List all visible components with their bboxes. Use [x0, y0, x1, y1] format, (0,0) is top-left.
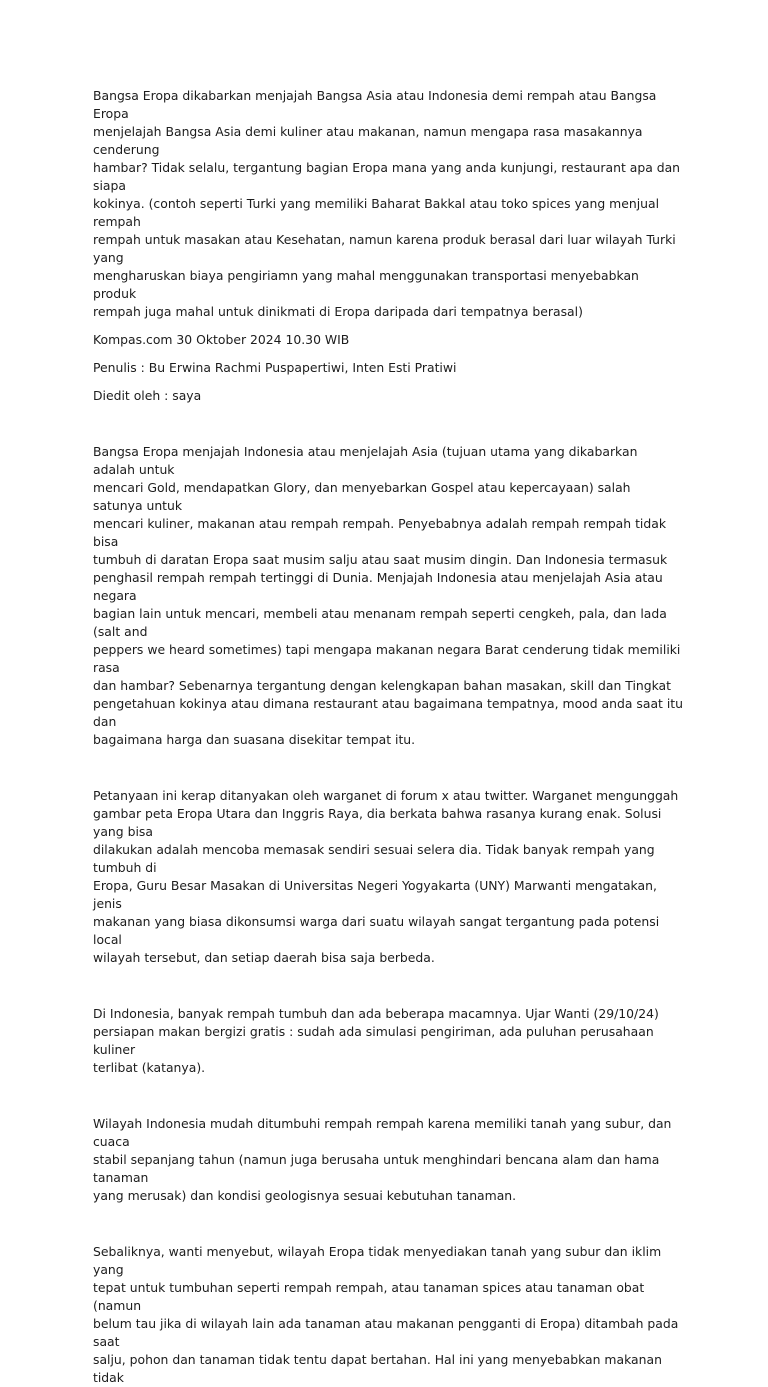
source-line: Kompas.com 30 Oktober 2024 10.30 WIB	[93, 332, 350, 347]
document-body	[93, 87, 683, 1387]
body-paragraph: Petanyaan ini kerap ditanyakan oleh warganet di forum x atau twitter. Warganet mengunggah gambar peta Eropa Utara dan Inggris Raya, dia berkata bahwa rasanya kurang enak. Solusi yang bisa dilakukan adalah mencoba memasak sendiri sesuai selera dia. Tidak banyak rempah yang tumbuh di Eropa, Guru Besar Masakan di Universitas Negeri Yogyakarta (UNY) Marwanti mengatakan, jenis makanan yang biasa dikonsumsi warga dari suatu wilayah sangat tergantung pada potensi local wilayah tersebut, dan setiap daerah bisa saja berbeda.	[93, 788, 679, 965]
body-paragraph: Di Indonesia, banyak rempah tumbuh dan ada beberapa macamnya. Ujar Wanti (29/10/24) persiapan makan bergizi gratis : sudah ada simulasi pengiriman, ada puluhan perusahaan kuliner terlibat (katanya).	[93, 1006, 659, 1075]
editor-line: Diedit oleh : saya	[93, 388, 202, 403]
body-paragraph: Wilayah Indonesia mudah ditumbuhi rempah rempah karena memiliki tanah yang subur, dan cuaca stabil sepanjang tahun (namun juga berusaha untuk menghindari bencana alam dan hama tanaman yang merusak) dan kondisi geologisnya sesuai kebutuhan tanaman.	[93, 1116, 672, 1203]
author-line: Penulis : Bu Erwina Rachmi Puspapertiwi, Inten Esti Pratiwi	[93, 360, 457, 375]
body-paragraph: Bangsa Eropa menjajah Indonesia atau menjelajah Asia (tujuan utama yang dikabarkan adalah untuk mencari Gold, mendapatkan Glory, dan menyebarkan Gospel atau kepercayaan) salah satunya untuk mencari kuliner, makanan atau rempah rempah. Penyebabnya adalah rempah rempah tidak bisa tumbuh di daratan Eropa saat musim salju atau saat musim dingin. Dan Indonesia termasuk penghasil rempah rempah tertinggi di Dunia. Menjajah Indonesia atau menjelajah Asia atau negara bagian lain untuk mencari, membeli atau menanam rempah seperti cengkeh, pala, dan lada (salt and peppers we heard sometimes) tapi mengapa makanan negara Barat cenderung tidak memiliki rasa dan hambar? Sebenarnya tergantung dengan kelengkapan bahan masakan, skill dan Tingkat pengetahuan kokinya atau dimana restaurant atau bagaimana tempatnya, mood anda saat itu dan bagaimana harga dan suasana disekitar tempat itu.	[93, 444, 683, 747]
intro-paragraph: Bangsa Eropa dikabarkan menjajah Bangsa Asia atau Indonesia demi rempah atau Bangsa Eropa menjelajah Bangsa Asia demi kuliner atau makanan, namun mengapa rasa masakannya cenderung hambar? Tidak selalu, tergantung bagian Eropa mana yang anda kunjungi, restaurant apa dan siapa kokinya. (contoh seperti Turki yang memiliki Baharat Bakkal atau toko spices yang menjual rempah rempah untuk masakan atau Kesehatan, namun karena produk berasal dari luar wilayah Turki yang mengharuskan biaya pengiriamn yang mahal menggunakan transportasi menyebabkan produk rempah juga mahal untuk dinikmati di Eropa daripada dari tempatnya berasal)	[93, 88, 681, 319]
body-paragraph: Sebaliknya, wanti menyebut, wilayah Eropa tidak menyediakan tanah yang subur dan iklim yang tepat untuk tumbuhan seperti rempah rempah, atau tanaman spices atau tanaman obat (namun belum tau jika di wilayah lain ada tanaman atau makanan pengganti di Eropa) ditambah pada saat salju, pohon dan tanaman tidak tentu dapat bertahan. Hal ini yang menyebabkan makanan tidak	[93, 1244, 679, 1385]
